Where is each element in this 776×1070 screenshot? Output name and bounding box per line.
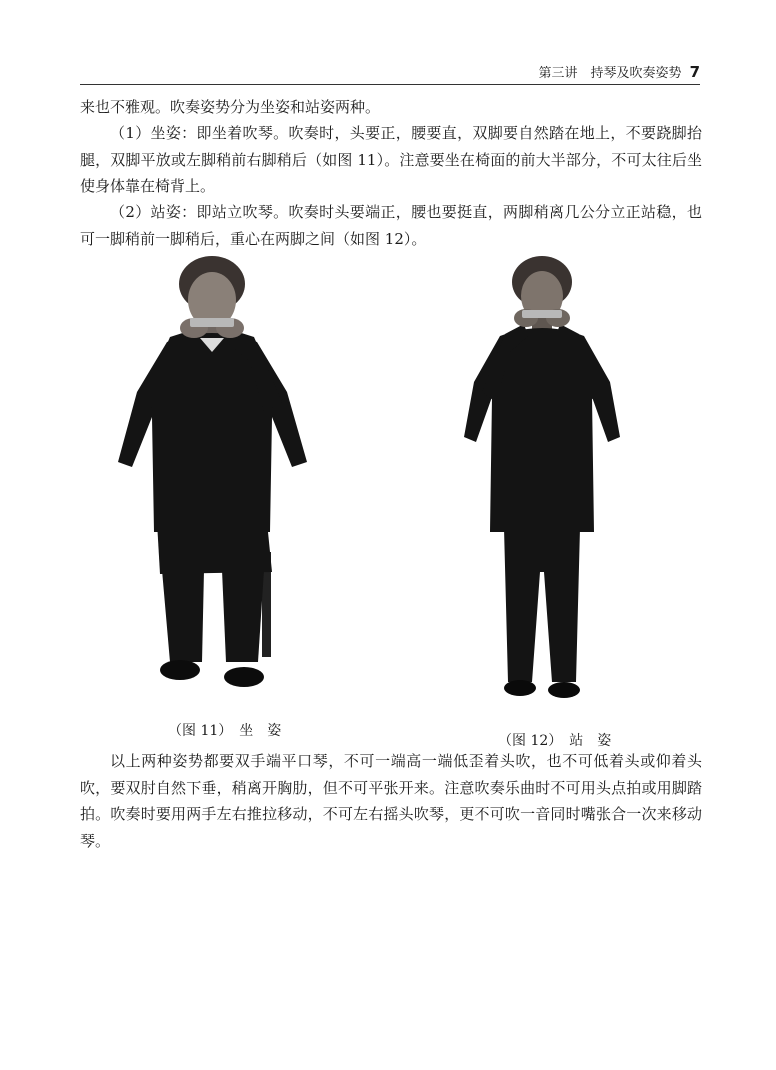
paragraph-summary: 以上两种姿势都要双手端平口琴，不可一端高一端低歪着头吹，也不可低着头或仰着头吹，要双肘自然下垂，稍离开胸肋，但不可平张开来。注意吹奏乐曲时不可用头点拍或用脚踏拍。吹奏时要用两手左右推拉移动，不可左右摇头吹琴，更不可吹一音同时嘴张合一次来移动琴。 — [80, 752, 702, 850]
header-title: 第三讲 持琴及吹奏姿势 — [538, 66, 682, 81]
figure-standing-posture — [460, 252, 624, 704]
running-header — [80, 62, 700, 85]
caption-figure-12: （图 12） 站 姿 — [498, 733, 612, 749]
paragraph-standing: （2）站姿：即站立吹琴。吹奏时头要端正，腰也要挺直，两脚稍离几公分立正站稳，也可一脚稍前一脚稍后，重心在两脚之间（如图 12）。 — [80, 203, 702, 248]
figure-sitting-posture — [112, 252, 312, 702]
paragraph-intro: 来也不雅观。吹奏姿势分为坐姿和站姿两种。 — [80, 98, 381, 116]
paragraph-sitting: （1）坐姿：即坐着吹琴。吹奏时，头要正，腰要直，双脚要自然踏在地上，不要跷脚抬腿，双脚平放或左脚稍前右脚稍后（如图 11）。注意要坐在椅面的前大半部分，不可太往后坐使身体靠在椅背上。 — [80, 124, 702, 195]
page-number: 7 — [689, 63, 700, 81]
caption-figure-11: （图 11） 坐 姿 — [168, 723, 282, 739]
